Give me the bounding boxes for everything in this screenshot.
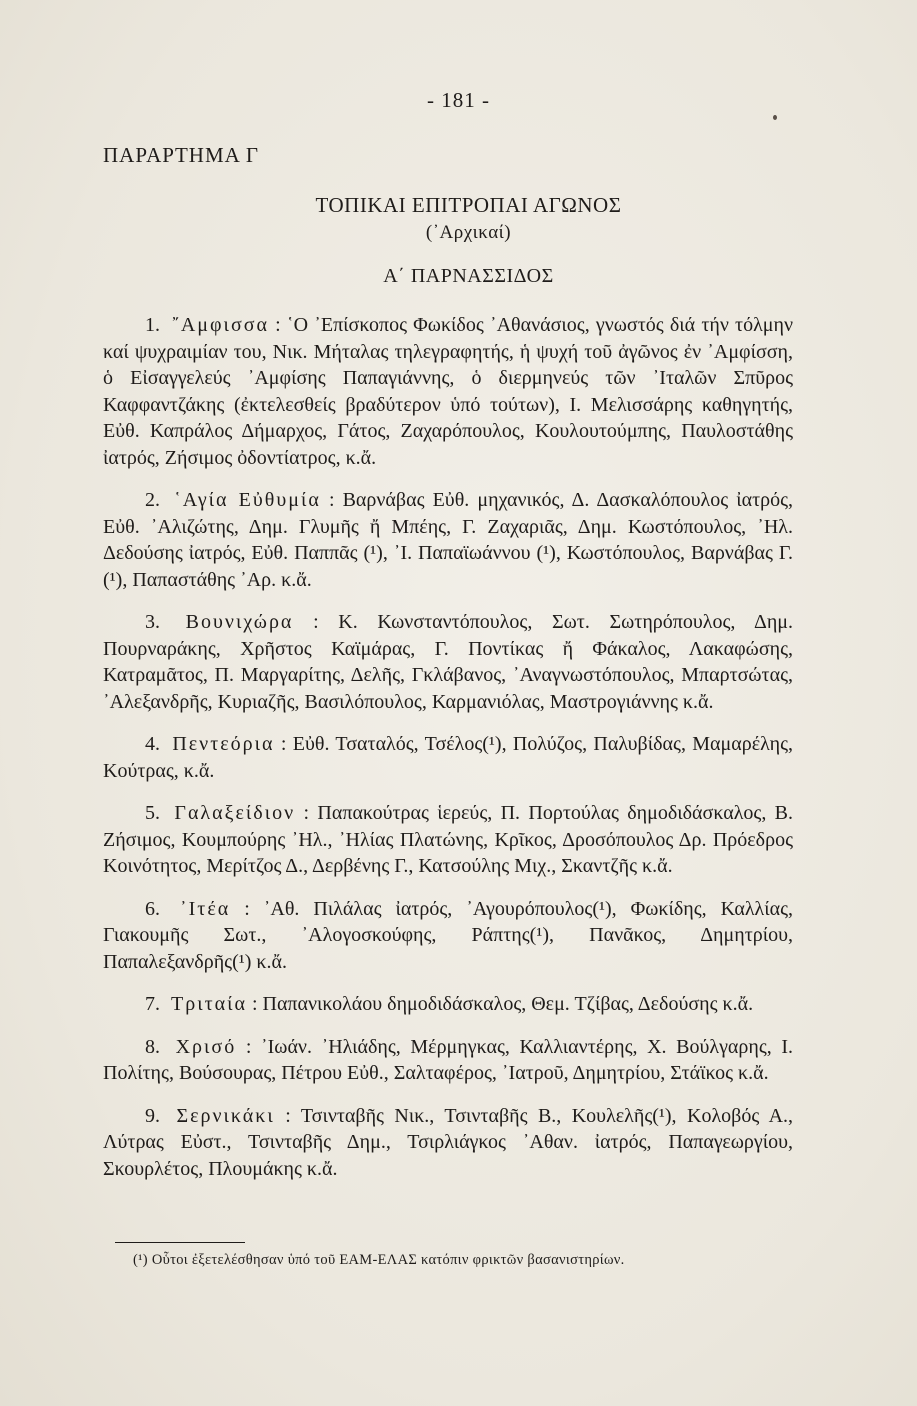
- list-item: [103, 896, 793, 976]
- entry-text: : Τσινταβῆς Νικ., Τσινταβῆς Β., Κουλελῆς(¹), Κολοβός Α., Λύτρας Εὐστ., Τσινταβῆς Δημ., Τσιρλιάγκος ᾿Αθαν. ἰατρός, Παπαγεωργίου, Σκουρλέτος, Πλουμάκης κ.ἄ.: [103, 1104, 794, 1180]
- entry-place: ᾿Ιτέα: [179, 897, 231, 920]
- entries-list: [103, 312, 793, 1198]
- entry-text: : Παπανικολάου δημοδιδάσκαλος, Θεμ. Τζίβας, Δεδούσης κ.ἄ.: [251, 993, 754, 1015]
- entry-number: 9.: [145, 1104, 160, 1127]
- entry-text: : ῾Ο ᾿Επίσκοπος Φωκίδος ᾿Αθανάσιος, γνωστός διά τήν τόλμην καί ψυχραιμίαν του, Νικ. Μήταλας τηλεγραφητής, ἡ ψυχή τοῦ ἀγῶνος ἐν ᾿Αμφίσση, ὁ Εἰσαγγελεύς ᾿Αμφίσης Παπαγιάννης, ὁ διερμηνεύς τῶν ᾿Ιταλῶν Σπῦρος Καφφαντζάκης (ἐκτελεσθείς βραδύτερον ὑπό τούτων), Ι. Μελισσάρης καθηγητής, Εὐθ. Καπράλος Δήμαρχος, Γάτος, Ζαχαρόπουλος, Κουλουτούμπης, Παυλοστάθης ἰατρός, Ζήσιμος ὀδοντίατρος, κ.ἄ.: [103, 314, 794, 469]
- list-item: [103, 487, 793, 593]
- entry-text: : Βαρνάβας Εὐθ. μηχανικός, Δ. Δασκαλόπουλος ἰατρός, Εὐθ. ᾿Αλιζώτης, Δημ. Γλυμῆς ἤ Μπέης, Γ. Ζαχαριᾶς, Δημ. Κωστόπουλος, ᾿Ηλ. Δεδούσης ἰατρός, Εὐθ. Παππᾶς (¹), ᾿Ι. Παπαϊωάννου (¹), Κωστόπουλος, Βαρνάβας Γ. (¹), Παπαστάθης ᾿Αρ. κ.ἄ.: [103, 489, 794, 591]
- list-item: [103, 800, 793, 880]
- entry-place: Χρισό: [175, 1035, 237, 1058]
- entry-text: : Παπακούτρας ἱερεύς, Π. Πορτούλας δημοδιδάσκαλος, Β. Ζήσιμος, Κουμπούρης ᾿Ηλ., ᾿Ηλίας Πλατώνης, Κρῖκος, Δροσόπουλος Δρ. Πρόεδρος Κοινότητος, Μερίτζος Δ., Δερβένης Γ., Κατσούλης Μιχ., Σκαντζῆς κ.ἄ.: [103, 802, 794, 877]
- list-item: [103, 1103, 793, 1183]
- entry-number: 1.: [145, 314, 160, 336]
- entry-place: Γαλαξείδιον: [174, 802, 296, 824]
- entry-text: : Κ. Κωνσταντόπουλος, Σωτ. Σωτηρόπουλος, Δημ. Πουρναράκης, Χρῆστος Καϊμάρας, Γ. Ποντίκας ἤ Φάκαλος, Λακαφώσης, Κατραμᾶτος, Π. Μαργαρίτης, Δελῆς, Γκλάβανος, ᾿Αναγνωστόπουλος, Μπαρτσώτας, ᾿Αλεξανδρῆς, Κυριαζῆς, Βασιλόπουλος, Καρμανιόλας, Μαστρογιάννης κ.ἄ.: [103, 611, 793, 713]
- entry-place: Σερνικάκι: [176, 1104, 275, 1127]
- entry-number: 3.: [145, 611, 160, 633]
- entry-number: 6.: [145, 897, 160, 920]
- section-title: Α΄ ΠΑΡΝΑΣΣΙΔΟΣ: [383, 265, 554, 287]
- list-item: [103, 991, 793, 1018]
- entry-text: : Εὐθ. Τσαταλός, Τσέλος(¹), Πολύζος, Παλυβίδας, Μαμαρέλης, Κούτρας, κ.ἄ.: [103, 733, 794, 782]
- paper-speck: [773, 115, 777, 120]
- list-item: [103, 1034, 793, 1087]
- page-number: - 181 -: [427, 88, 490, 112]
- entry-number: 7.: [145, 993, 160, 1015]
- entry-place: Πεντεόρια: [172, 733, 275, 755]
- entry-place: Τριταία: [171, 993, 247, 1015]
- appendix-title: ΠΑΡΑΡΤΗΜΑ Γ: [103, 143, 260, 167]
- entry-text: : ᾿Ιωάν. ᾿Ηλιάδης, Μέρμηγκας, Καλλιαντέρης, Χ. Βούλγαρης, Ι. Πολίτης, Βούσουρας, Πέτρου Εὐθ., Σαλταφέρος, ᾿Ιατροῦ, Δημητρίου, Στάϊκος κ.ἄ.: [103, 1035, 794, 1084]
- footnote: (¹) Οὗτοι ἐξετελέσθησαν ὑπό τοῦ ΕΑΜ-ΕΛΑΣ κατόπιν φρικτῶν βασανιστηρίων.: [133, 1252, 625, 1268]
- entry-number: 8.: [145, 1035, 160, 1058]
- entry-place: ῾Αγία Εὐθυμία: [174, 489, 321, 511]
- list-item: [103, 731, 793, 784]
- entry-number: 2.: [145, 489, 160, 511]
- subheading: (᾿Αρχικαί): [425, 222, 512, 243]
- entry-place: Βουνιχώρα: [185, 611, 294, 633]
- list-item: [103, 312, 793, 471]
- entry-text: : ᾿Αθ. Πιλάλας ἰατρός, ᾿Αγουρόπουλος(¹), Φωκίδης, Καλλίας, Γιακουμῆς Σωτ., ᾿Αλογοσκούφης, Ράπτης(¹), Πανᾶκος, Δημητρίου, Παπαλεξανδρῆς(¹) κ.ἄ.: [103, 897, 793, 973]
- list-item: [103, 609, 793, 715]
- entry-number: 4.: [145, 733, 160, 755]
- entry-number: 5.: [145, 802, 160, 824]
- footnote-divider: [115, 1242, 245, 1243]
- heading: ΤΟΠΙΚΑΙ ΕΠΙΤΡΟΠΑΙ ΑΓΩΝΟΣ: [315, 193, 622, 217]
- entry-place: ῎Αμφισσα: [172, 314, 269, 336]
